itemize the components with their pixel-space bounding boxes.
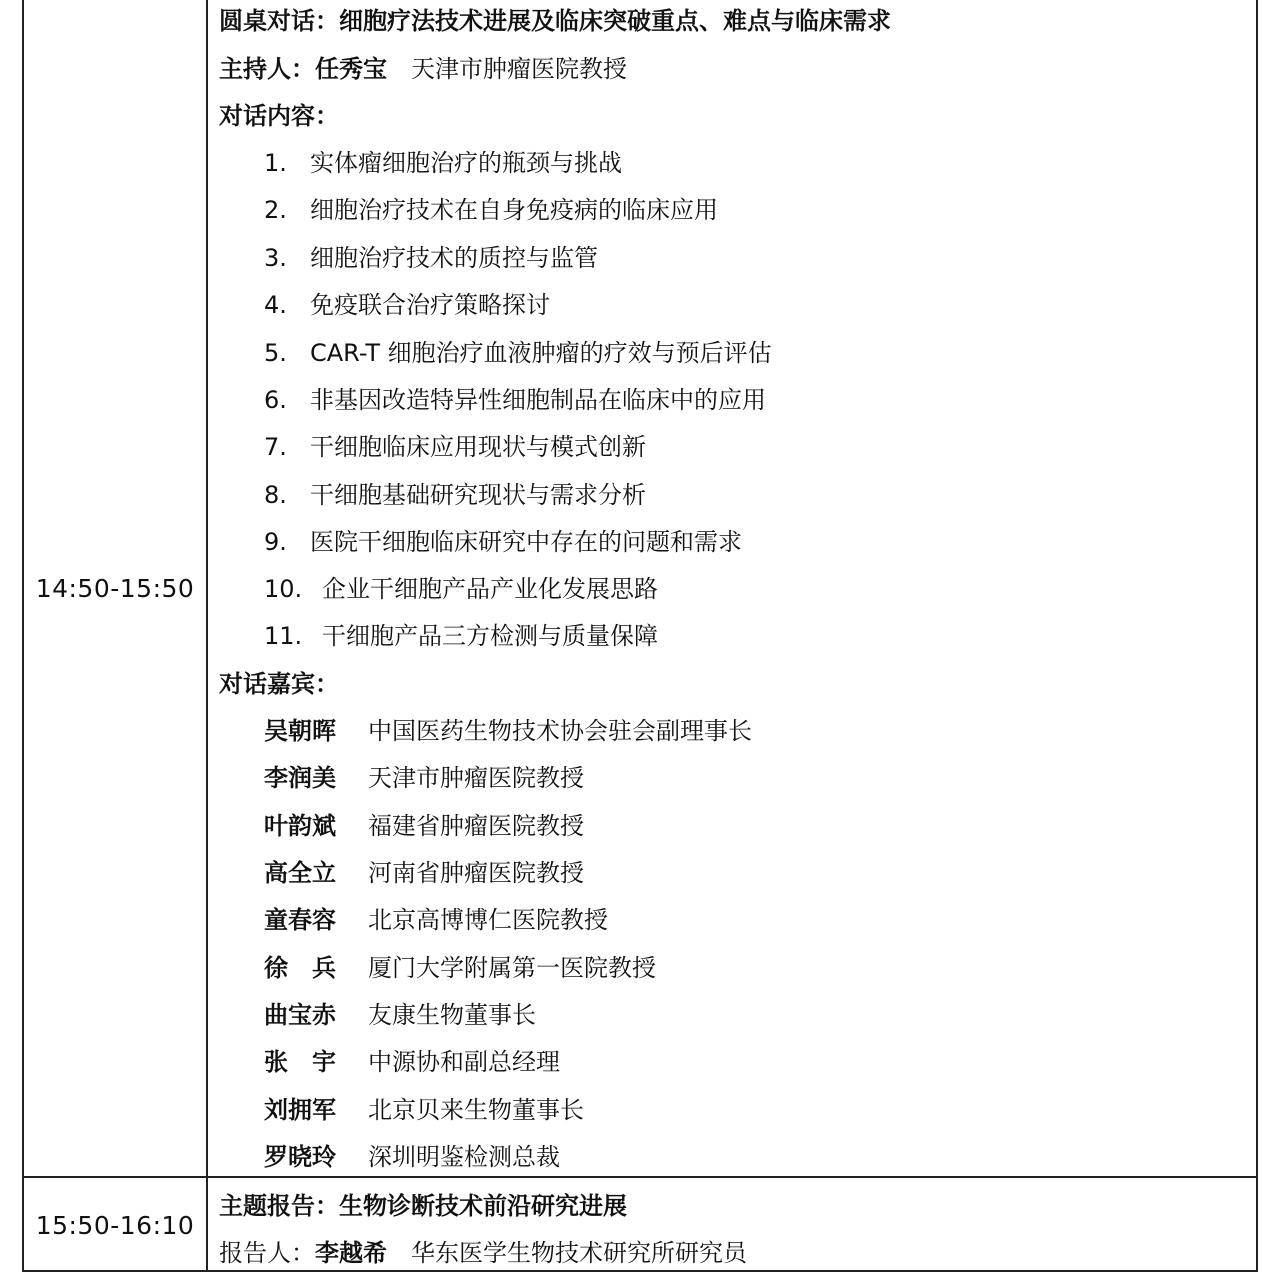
session-title-text: 细胞疗法技术进展及临床突破重点、难点与临床需求 bbox=[339, 7, 891, 35]
schedule-table bbox=[22, 0, 1258, 1272]
guest-item bbox=[264, 763, 584, 793]
guest-name: 童春容 bbox=[264, 906, 336, 934]
topic-number: 10. bbox=[264, 575, 303, 603]
topic-text: 干细胞临床应用现状与模式创新 bbox=[310, 433, 646, 461]
reporter-name: 李越希 bbox=[315, 1239, 387, 1267]
guest-name: 叶韵斌 bbox=[264, 812, 336, 840]
guest-item bbox=[264, 953, 656, 983]
reporter-line bbox=[219, 1238, 747, 1268]
guest-item bbox=[264, 811, 584, 841]
content-cell bbox=[208, 0, 1256, 1176]
topic-number: 4. bbox=[264, 291, 287, 319]
topic-item bbox=[264, 148, 622, 178]
topic-text: 实体瘤细胞治疗的瓶颈与挑战 bbox=[310, 149, 622, 177]
session-title-label: 圆桌对话： bbox=[219, 7, 339, 35]
guest-affiliation: 北京高博博仁医院教授 bbox=[368, 906, 608, 934]
topic-item bbox=[264, 527, 742, 557]
topic-text: 细胞治疗技术的质控与监管 bbox=[310, 244, 598, 272]
guest-name: 罗晓玲 bbox=[264, 1143, 336, 1171]
guest-item bbox=[264, 858, 584, 888]
topic-text: 免疫联合治疗策略探讨 bbox=[310, 291, 550, 319]
topic-number: 1. bbox=[264, 149, 287, 177]
host-line bbox=[219, 54, 627, 84]
topic-text: 干细胞产品三方检测与质量保障 bbox=[322, 622, 658, 650]
guest-item bbox=[264, 1095, 584, 1125]
session-title-label: 主题报告： bbox=[219, 1192, 339, 1220]
topic-text: 干细胞基础研究现状与需求分析 bbox=[310, 481, 646, 509]
topic-number: 7. bbox=[264, 433, 287, 461]
topic-item bbox=[264, 385, 766, 415]
reporter-label: 报告人： bbox=[219, 1239, 315, 1267]
guest-item bbox=[264, 1142, 560, 1172]
guest-affiliation: 北京贝来生物董事长 bbox=[368, 1096, 584, 1124]
guest-name: 张 宇 bbox=[264, 1048, 336, 1076]
reporter-affiliation: 华东医学生物技术研究所研究员 bbox=[411, 1239, 747, 1267]
host-affiliation: 天津市肿瘤医院教授 bbox=[411, 55, 627, 83]
guest-item bbox=[264, 1000, 536, 1030]
guest-affiliation: 中源协和副总经理 bbox=[368, 1048, 560, 1076]
guest-affiliation: 中国医药生物技术协会驻会副理事长 bbox=[368, 717, 752, 745]
time-cell: 14:50-15:50 bbox=[24, 0, 208, 1176]
guest-name: 吴朝晖 bbox=[264, 717, 336, 745]
session-title bbox=[219, 1191, 627, 1221]
guest-name: 刘拥军 bbox=[264, 1096, 336, 1124]
session-title-text: 生物诊断技术前沿研究进展 bbox=[339, 1192, 627, 1220]
schedule-row bbox=[24, 0, 1256, 1176]
guest-affiliation: 友康生物董事长 bbox=[368, 1001, 536, 1029]
topic-number: 2. bbox=[264, 196, 287, 224]
topic-item bbox=[264, 195, 718, 225]
topic-item bbox=[264, 243, 598, 273]
session-title bbox=[219, 6, 891, 36]
host-name: 任秀宝 bbox=[315, 55, 387, 83]
topic-text: 细胞治疗技术在自身免疫病的临床应用 bbox=[310, 196, 718, 224]
topic-number: 3. bbox=[264, 244, 287, 272]
guest-affiliation: 厦门大学附属第一医院教授 bbox=[368, 954, 656, 982]
guest-name: 李润美 bbox=[264, 764, 336, 792]
topic-item bbox=[264, 574, 658, 604]
guests-label: 对话嘉宾： bbox=[219, 670, 339, 698]
topic-item bbox=[264, 338, 772, 368]
topic-number: 6. bbox=[264, 386, 287, 414]
topic-text: CAR-T 细胞治疗血液肿瘤的疗效与预后评估 bbox=[310, 339, 772, 367]
topic-text: 医院干细胞临床研究中存在的问题和需求 bbox=[310, 528, 742, 556]
guest-affiliation: 福建省肿瘤医院教授 bbox=[368, 812, 584, 840]
topic-text: 非基因改造特异性细胞制品在临床中的应用 bbox=[310, 386, 766, 414]
guest-affiliation: 河南省肿瘤医院教授 bbox=[368, 859, 584, 887]
guest-affiliation: 天津市肿瘤医院教授 bbox=[368, 764, 584, 792]
topic-number: 5. bbox=[264, 339, 287, 367]
topics-label: 对话内容： bbox=[219, 102, 339, 130]
topic-item bbox=[264, 621, 658, 651]
host-label: 主持人： bbox=[219, 55, 315, 83]
topic-number: 8. bbox=[264, 481, 287, 509]
topic-number: 11. bbox=[264, 622, 303, 650]
topic-item bbox=[264, 480, 646, 510]
topic-item bbox=[264, 290, 550, 320]
content-cell bbox=[208, 1178, 1256, 1272]
guest-item bbox=[264, 905, 608, 935]
guest-item bbox=[264, 1047, 560, 1077]
guest-name: 徐 兵 bbox=[264, 954, 336, 982]
guest-affiliation: 深圳明鉴检测总裁 bbox=[368, 1143, 560, 1171]
topic-text: 企业干细胞产品产业化发展思路 bbox=[322, 575, 658, 603]
topic-item bbox=[264, 432, 646, 462]
guest-item bbox=[264, 716, 752, 746]
time-cell: 15:50-16:10 bbox=[24, 1178, 208, 1272]
schedule-row bbox=[24, 1176, 1256, 1272]
guest-name: 曲宝赤 bbox=[264, 1001, 336, 1029]
guest-name: 高全立 bbox=[264, 859, 336, 887]
topic-number: 9. bbox=[264, 528, 287, 556]
